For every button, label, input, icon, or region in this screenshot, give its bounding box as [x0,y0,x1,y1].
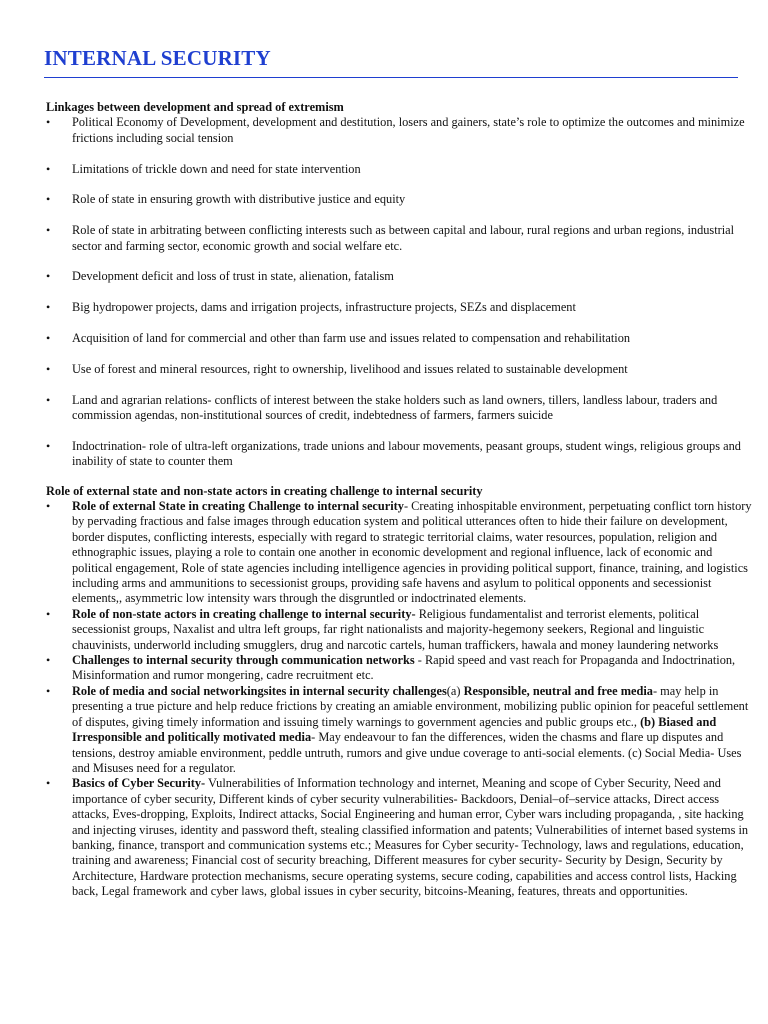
list-item: • Political Economy of Development, development and destitution, losers and gainers, state’s role to optimize the outcomes and minimize frictions including social tension [46,115,752,146]
item-text: - Rapid speed and vast reach for Propaganda and Indoctrination, Misinformation and rumor mongering, cadre recruitment etc. [72,653,736,683]
section1-list [46,115,752,469]
list-item: • Development deficit and loss of trust in state, alienation, fatalism [46,269,752,284]
list-item-cyber-security [46,776,752,899]
list-item-external-state [46,499,752,607]
item-text: (a) [446,683,464,698]
section2-list [46,499,752,900]
item-text: Religious fundamentalist and terrorist elements, political secessionist groups, Naxalist and ultra left groups, far right nationalists and majority-hegemony seekers, Regional and linguistic chauvinists, underworld including smugglers, drug and narcotic cartels, human traffickers, hawala and money laundering networks [72,606,719,652]
item-lead: Role of media and social networkingsites in internal security challenges [72,683,447,698]
section2-heading: Role of external state and non-state actors in creating challenge to internal security [46,483,483,498]
list-item: • Big hydropower projects, dams and irrigation projects, infrastructure projects, SEZs and displacement [46,300,752,315]
item-text: - may help in presenting a true picture and help reduce frictions by creating an amiable environment, mobilizing public opinion for peaceful settlement of disputes, giving timely information and issuing timely warnings to government agencies and public groups etc., [72,683,749,729]
item-lead: Challenges to internal security through communication networks [72,653,415,668]
list-item: • Limitations of trickle down and need for state intervention [46,162,752,177]
list-item: • Use of forest and mineral resources, right to ownership, livelihood and issues related to sustainable development [46,362,752,377]
item-text: - Creating inhospitable environment, perpetuating conflict torn history by pervading fractious and false images through education system and political utterances often to hide their failure on development, border disputes, conflicting interests, especially with regard to strategic territorial claims, water resources, population, religion and ethnographic issues, playing a role to contain one another in economic development and regional influence, lack of economic and political engagement, Role of state agencies including intelligence agencies in providing political support, finance, training, and logistics including arms and ammunitions to secessionist groups, providing safe havens and asylum to political opponents and secessionist elements,, asymmetric low intensity wars through the disgruntled or indoctrinated elements. [72,499,752,606]
list-item: • Indoctrination- role of ultra-left organizations, trade unions and labour movements, peasant groups, student wings, religious groups and inability of state to counter them [46,439,752,470]
document-body [46,100,752,900]
list-item: • Role of state in arbitrating between conflicting interests such as between capital and labour, rural regions and urban regions, industrial sector and farming sector, economic growth and social welfare etc. [46,223,752,254]
list-item: • Role of state in ensuring growth with distributive justice and equity [46,192,752,207]
list-item-media-social-networking [46,684,752,776]
item-text: - May endeavour to fan the differences, widen the chasms and flare up disputes and tensions, destroy amiable environment, peddle untruth, rumors and give undue coverage to anti-social elements. (c) Social Media- Uses and Misuses need for a regulator. [72,730,742,775]
list-item-communication-networks [46,653,752,684]
item-lead: (b) Biased and Irresponsible and politically motivated media [72,714,717,745]
page-title: INTERNAL SECURITY [44,46,271,70]
section1-heading: Linkages between development and spread of extremism [46,100,344,114]
item-lead: Basics of Cyber Security- [72,776,206,791]
item-lead: Role of external State in creating Challenge to internal security [72,499,404,514]
item-lead: Responsible, neutral and free media [463,683,653,698]
item-text: Vulnerabilities of Information technology and internet, Meaning and scope of Cyber Security, Need and importance of cyber security, Different kinds of cyber security vulnerabilities- Backdoors, Denial–of–service attacks, Direct access attacks, Eves-dropping, Exploits, Indirect attacks, Social Engineering and human error, Cyber wars including propaganda, , site hacking and injecting viruses, identity and password theft, stealing classified information and patents; Vulnerabilities of internet based systems in banking, finance, transport and communication systems etc.; Measures for Cyber security- Technology, laws and regulations, education, training and awareness; Financial cost of security breaching, Different measures for cyber security- Security by Design, Security by Architecture, Hardware protection mechanisms, secure operating systems, secure coding, capabilities and access control lists, Hacking back, Legal framework and cyber laws, global issues in cyber security, bitcoins-Meaning, features, threats and opportunities. [72,776,749,899]
title-bar [44,46,738,78]
item-lead: Role of non-state actors in creating challenge to internal security- [72,606,416,621]
list-item-non-state-actors [46,607,752,653]
list-item: • Acquisition of land for commercial and other than farm use and issues related to compensation and rehabilitation [46,331,752,346]
list-item: • Land and agrarian relations- conflicts of interest between the stake holders such as land owners, tillers, landless labour, traders and commission agendas, non-institutional sources of credit, indebtedness of farmers, farmers suicide [46,393,752,424]
